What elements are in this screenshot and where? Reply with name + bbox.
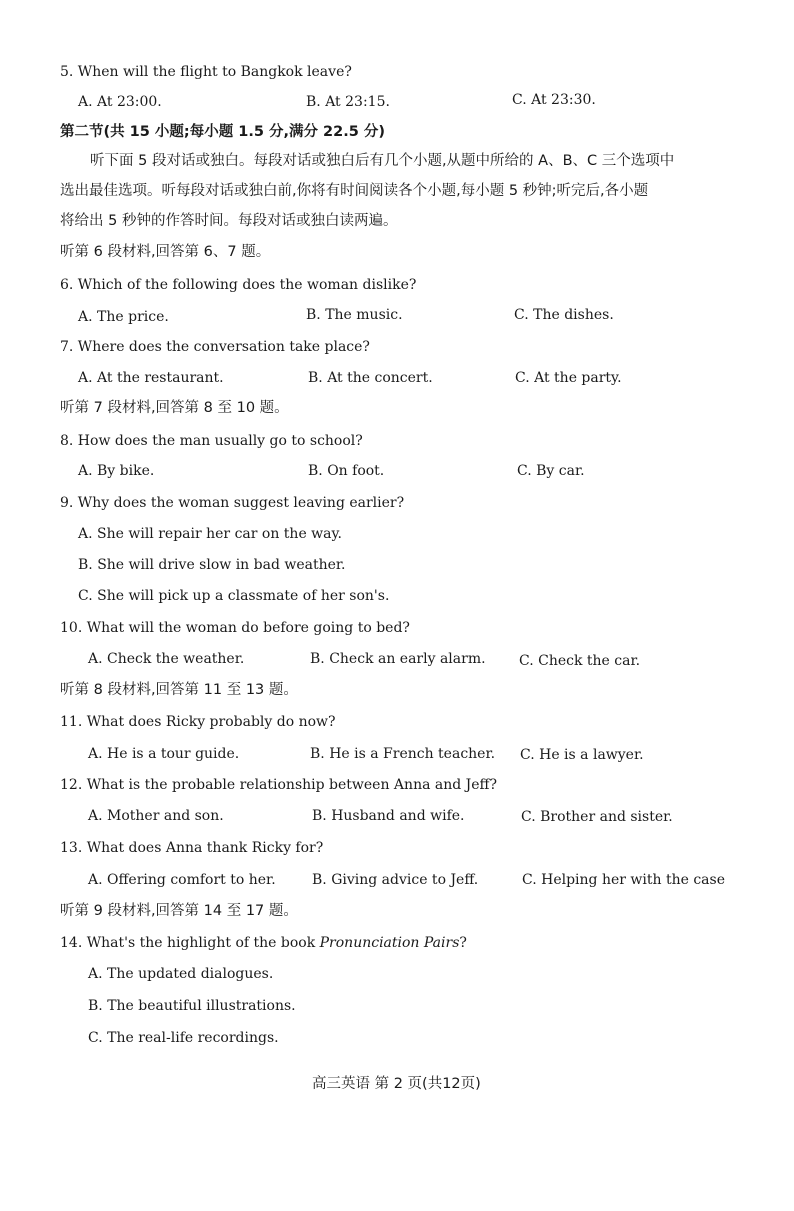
q10-option-c: C. Check the car. [519, 653, 641, 669]
section2-instructions-line1: 听下面 5 段对话或独白。每段对话或独白后有几个小题,从题中所给的 A、B、C 三个选项中 [90, 153, 675, 169]
q11-option-c: C. He is a lawyer. [520, 747, 644, 763]
q5-option-c: C. At 23:30. [512, 92, 596, 108]
passage6-heading: 听第 6 段材料,回答第 6、7 题。 [60, 244, 271, 260]
passage9-heading: 听第 9 段材料,回答第 14 至 17 题。 [60, 903, 298, 919]
q13-option-b: B. Giving advice to Jeff. [312, 872, 479, 888]
q12-option-a: A. Mother and son. [88, 808, 224, 824]
q14-stem-suffix: ? [459, 935, 467, 951]
q11-option-a: A. He is a tour guide. [88, 746, 240, 762]
q12-stem: 12. What is the probable relationship between Anna and Jeff? [60, 777, 498, 793]
q14-book-title: Pronunciation Pairs [319, 935, 460, 951]
q13-option-c: C. Helping her with the case [522, 872, 725, 888]
q14-stem-prefix: 14. What's the highlight of the book [60, 935, 320, 951]
q8-option-b: B. On foot. [308, 463, 385, 479]
section2-header: 第二节(共 15 小题;每小题 1.5 分,满分 22.5 分) [60, 124, 385, 140]
q6-option-a: A. The price. [78, 309, 169, 325]
q7-option-a: A. At the restaurant. [78, 370, 224, 386]
section2-instructions-line3: 将给出 5 秒钟的作答时间。每段对话或独白读两遍。 [60, 213, 398, 229]
q6-option-c: C. The dishes. [514, 307, 614, 323]
section2-instructions-line2: 选出最佳选项。听每段对话或独白前,你将有时间阅读各个小题,每小题 5 秒钟;听完后,各小题 [60, 183, 649, 199]
q14-option-c: C. The real-life recordings. [88, 1030, 279, 1046]
q10-option-a: A. Check the weather. [88, 651, 245, 667]
q7-option-c: C. At the party. [515, 370, 622, 386]
q10-option-b: B. Check an early alarm. [310, 651, 486, 667]
q8-option-a: A. By bike. [78, 463, 155, 479]
passage8-heading: 听第 8 段材料,回答第 11 至 13 题。 [60, 682, 298, 698]
q5-stem: 5. When will the flight to Bangkok leave? [60, 64, 352, 80]
q11-option-b: B. He is a French teacher. [310, 746, 496, 762]
q8-stem: 8. How does the man usually go to school? [60, 433, 363, 449]
q12-option-b: B. Husband and wife. [312, 808, 465, 824]
passage7-heading: 听第 7 段材料,回答第 8 至 10 题。 [60, 400, 289, 416]
q6-option-b: B. The music. [306, 307, 403, 323]
q9-stem: 9. Why does the woman suggest leaving earlier? [60, 495, 405, 511]
q14-option-a: A. The updated dialogues. [88, 966, 274, 982]
q10-stem: 10. What will the woman do before going to bed? [60, 620, 410, 636]
q5-option-b: B. At 23:15. [306, 94, 390, 110]
q6-stem: 6. Which of the following does the woman dislike? [60, 277, 417, 293]
q9-option-b: B. She will drive slow in bad weather. [78, 557, 346, 573]
q9-option-c: C. She will pick up a classmate of her son's. [78, 588, 390, 604]
q5-option-a: A. At 23:00. [78, 94, 162, 110]
page-footer: 高三英语 第 2 页(共12页) [312, 1076, 481, 1092]
q13-option-a: A. Offering comfort to her. [88, 872, 276, 888]
q7-stem: 7. Where does the conversation take place? [60, 339, 370, 355]
q14-option-b: B. The beautiful illustrations. [88, 998, 296, 1014]
q12-option-c: C. Brother and sister. [521, 809, 673, 825]
q7-option-b: B. At the concert. [308, 370, 433, 386]
q11-stem: 11. What does Ricky probably do now? [60, 714, 336, 730]
q13-stem: 13. What does Anna thank Ricky for? [60, 840, 324, 856]
q9-option-a: A. She will repair her car on the way. [78, 526, 343, 542]
q8-option-c: C. By car. [517, 463, 585, 479]
q14-stem [60, 934, 467, 952]
